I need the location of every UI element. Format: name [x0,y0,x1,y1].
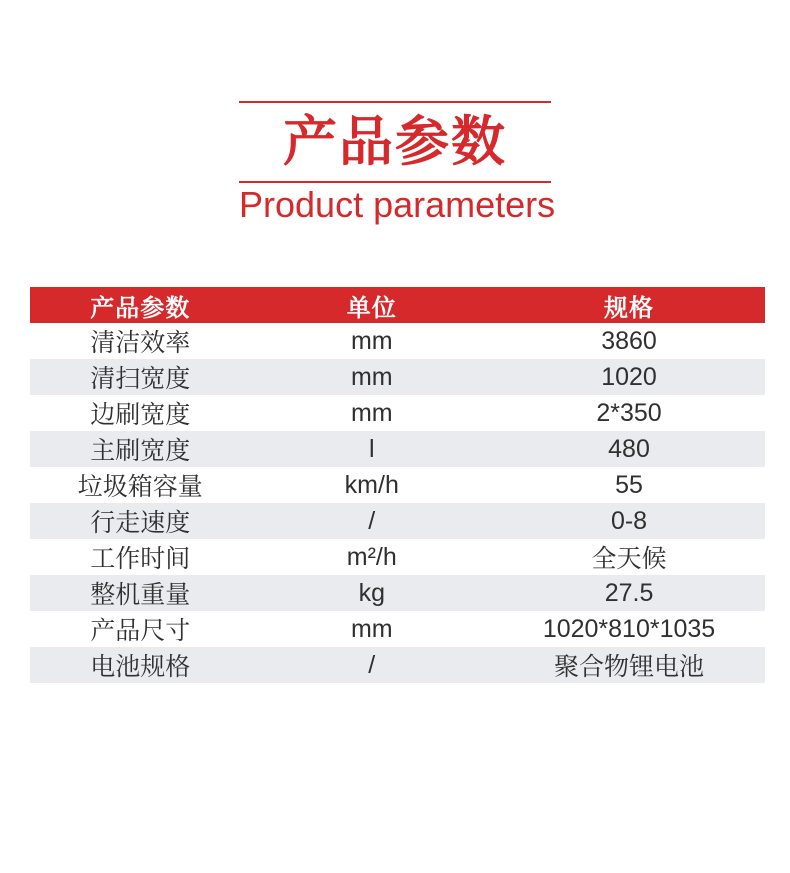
cell-unit: / [368,506,376,535]
table-row [30,431,765,467]
cell-parameter: 电池规格 [90,653,191,681]
cell-spec: 0-8 [610,506,648,535]
col-header-unit: 单位 [346,294,397,322]
cell-unit: mm [350,326,393,355]
product-parameters-table [30,287,765,683]
cell-unit: kg [358,578,385,607]
table-row [30,575,765,611]
cell-spec: 3860 [601,326,657,355]
cell-parameter: 边刷宽度 [90,401,191,429]
col-header-parameter: 产品参数 [90,294,191,322]
title-bottom-rule [239,181,551,183]
table-row [30,647,765,683]
cell-spec: 27.5 [604,578,654,607]
cell-parameter: 清洁效率 [90,329,191,357]
table-header-row [30,287,765,323]
cell-spec: 2*350 [596,398,662,427]
cell-parameter: 整机重量 [90,581,191,609]
cell-unit: mm [350,362,393,391]
cell-parameter: 行走速度 [90,509,191,537]
cell-spec: 全天候 [591,545,667,573]
table-row [30,323,765,359]
cell-unit: / [368,650,376,679]
cell-unit: mm [350,398,393,427]
cell-parameter: 清扫宽度 [90,365,191,393]
cell-unit: l [368,434,375,463]
cell-spec: 55 [615,470,643,499]
cell-spec: 1020*810*1035 [542,614,716,643]
cell-parameter: 主刷宽度 [90,437,191,465]
cell-spec: 聚合物锂电池 [554,653,705,681]
page-title-zh: 产品参数 [283,112,507,172]
cell-unit: mm [350,614,393,643]
table-row [30,467,765,503]
col-header-spec: 规格 [604,294,655,322]
table-row [30,611,765,647]
cell-parameter: 工作时间 [90,545,191,573]
cell-spec: 480 [608,434,650,463]
cell-parameter: 产品尺寸 [90,617,191,645]
page-title-en: Product parameters [239,184,556,225]
table-row [30,359,765,395]
cell-unit: m²/h [346,542,397,571]
cell-unit: km/h [344,470,399,499]
cell-spec: 1020 [601,362,657,391]
table-row [30,395,765,431]
table-row [30,539,765,575]
cell-parameter: 垃圾箱容量 [77,473,203,501]
table-row [30,503,765,539]
section-title [239,0,556,225]
